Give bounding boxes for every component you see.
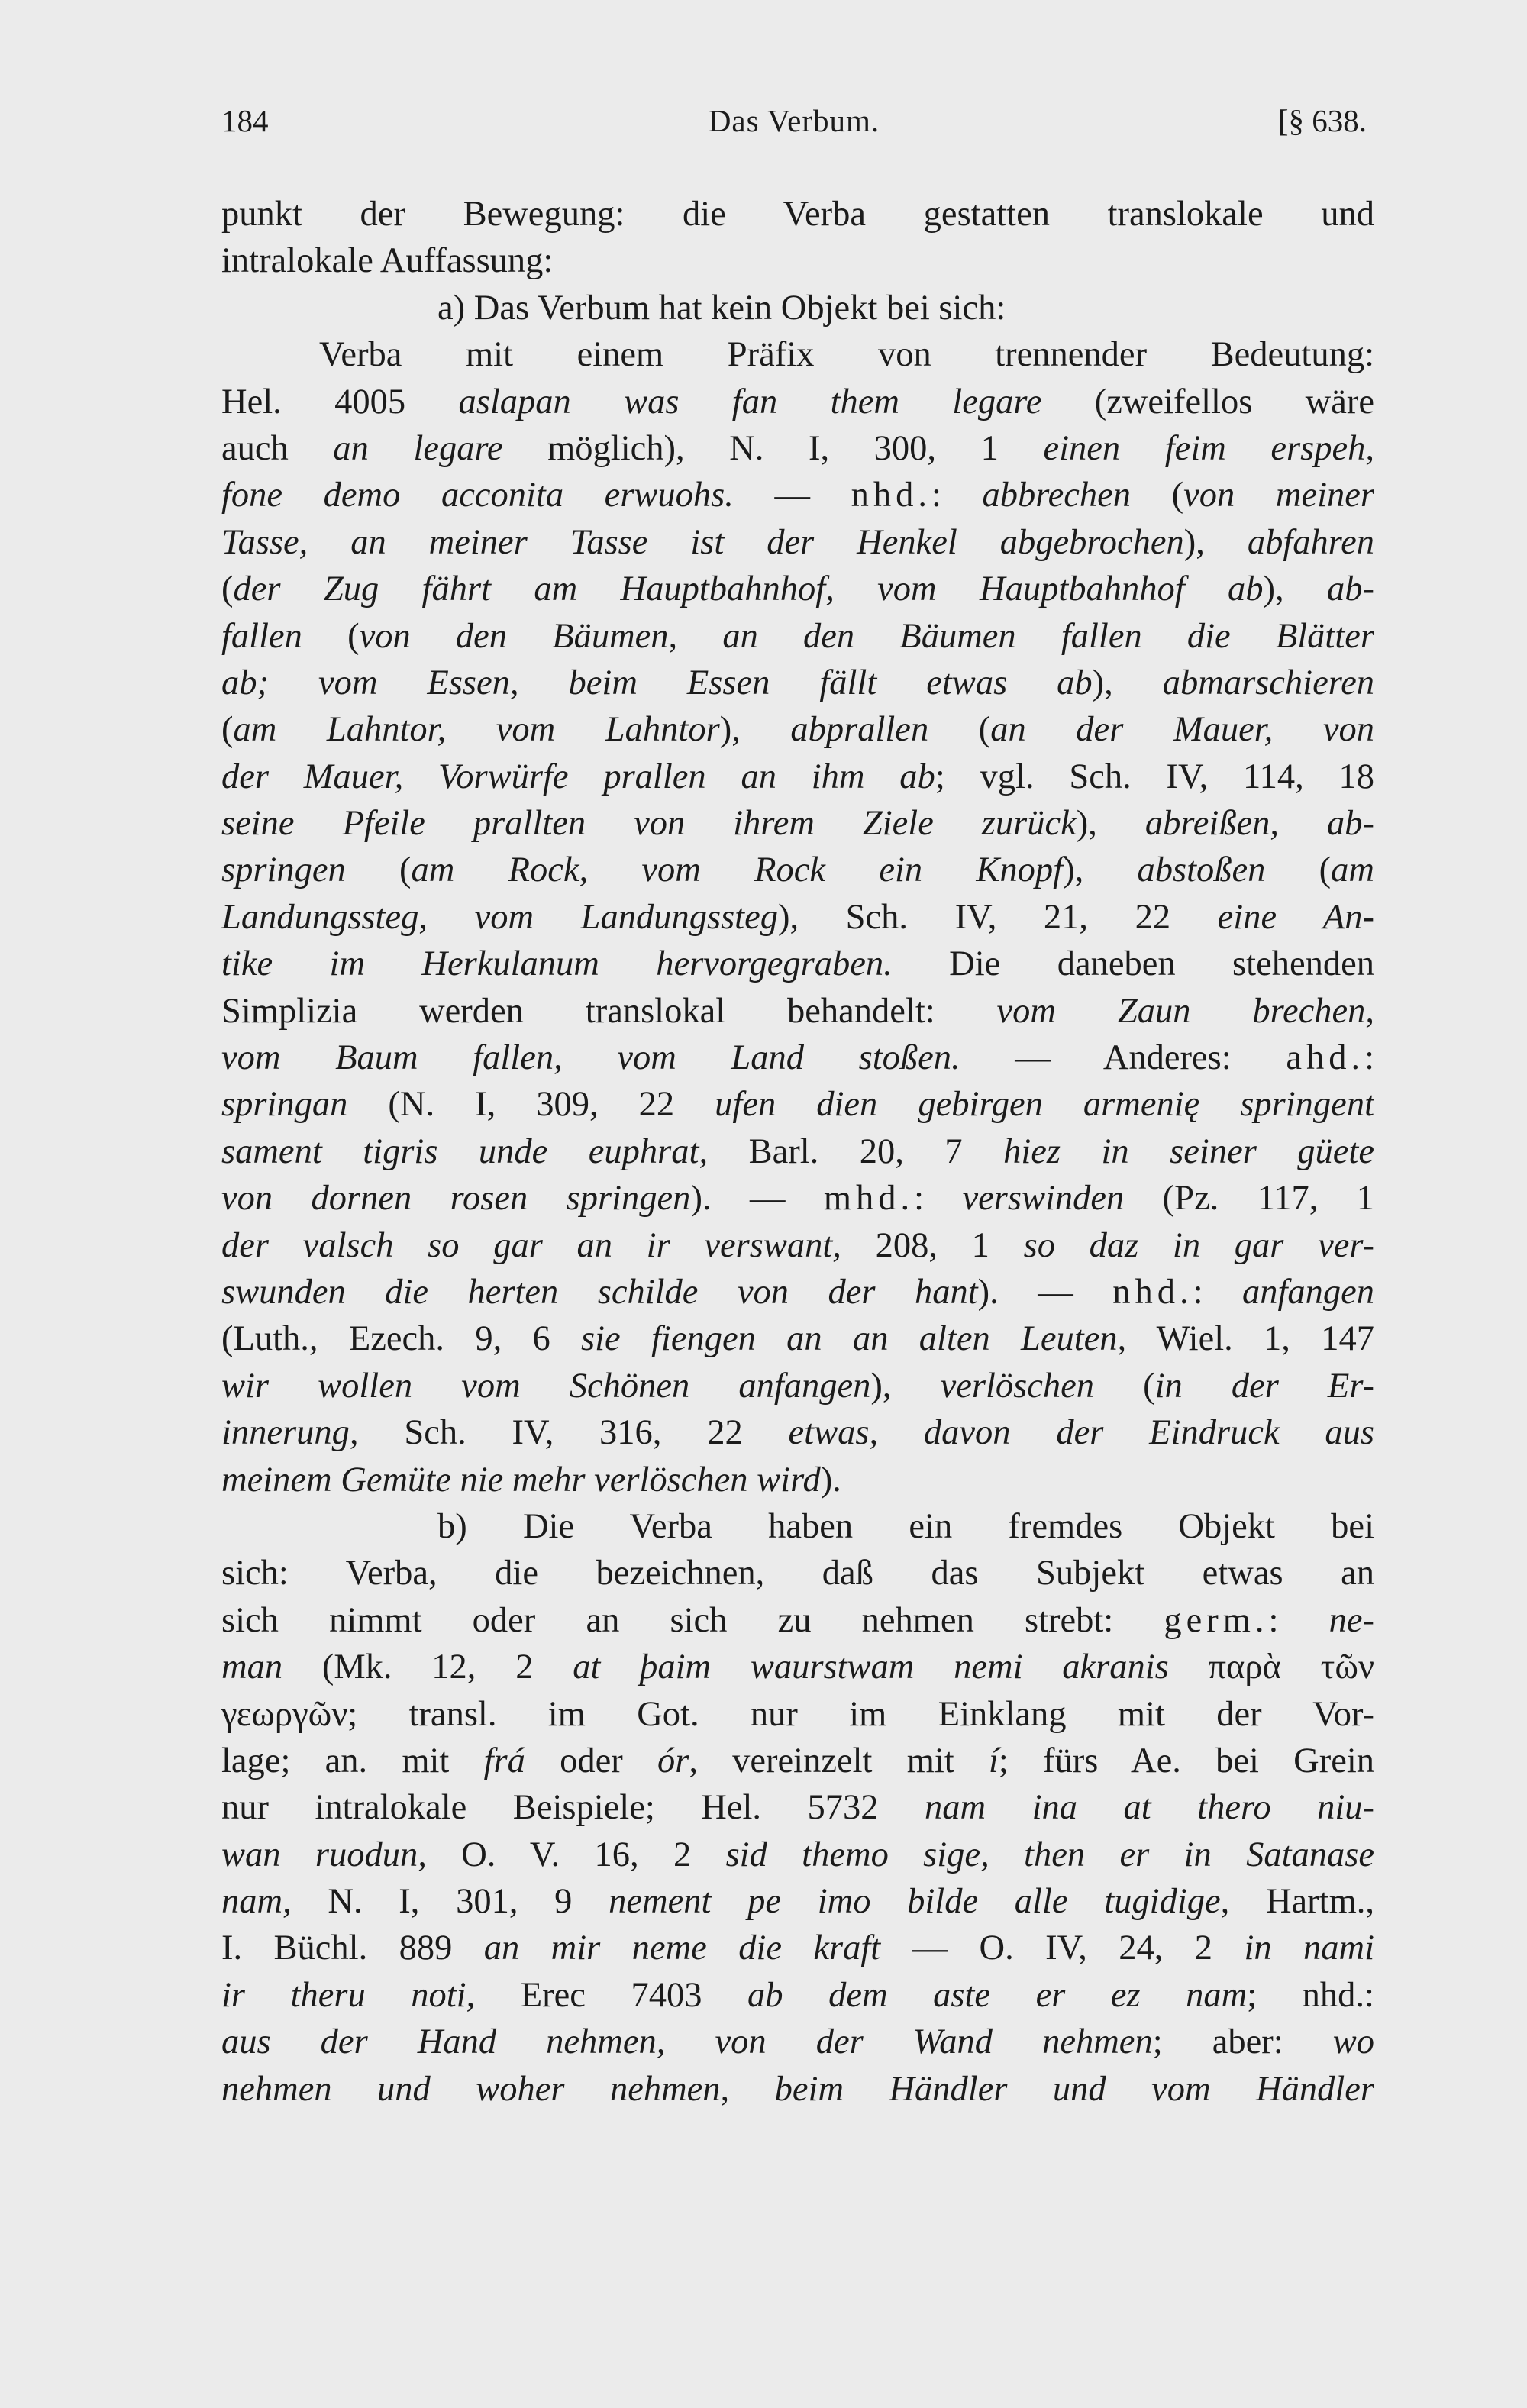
text-line [221, 1503, 1374, 1550]
section-number: [§ 638. [1277, 103, 1367, 138]
text-segment: Verba mit einem Präfix von trennender Bedeutung: [319, 335, 1374, 375]
text-segment: 208, 1 [841, 1225, 1024, 1265]
text-segment: Simplizia werden translokal behandelt: [221, 991, 997, 1031]
italic-segment: ab; vom Essen, beim Essen fällt etwas ab [221, 663, 1093, 702]
italic-segment: abbrechen [982, 476, 1132, 515]
text-line [221, 847, 1374, 893]
italic-segment: Tasse, an meiner Tasse ist der Henkel abgebrochen [221, 522, 1184, 562]
text-line [221, 1222, 1374, 1269]
text-segment: ; nhd.: [1247, 1975, 1374, 2015]
text-line [221, 191, 1374, 237]
italic-segment: an legare [333, 428, 503, 468]
chapter-title: Das Verbum. [708, 103, 880, 138]
text-line [221, 613, 1374, 660]
text-segment: — O. IV, 24, 2 [880, 1929, 1245, 1968]
italic-segment: an der Mauer, von [990, 710, 1374, 750]
text-segment: b) Die Verba haben ein fremdes Objekt bei [437, 1506, 1374, 1546]
italic-segment: abfahren [1247, 522, 1374, 562]
italic-segment: tike im Herkulanum hervorgegraben. [221, 944, 893, 984]
italic-segment: der Mauer, Vorwürfe prallen an ihm ab [221, 757, 935, 796]
text-line [221, 331, 1374, 378]
italic-segment: an mir neme die kraft [483, 1929, 881, 1968]
text-line [221, 2019, 1374, 2065]
text-line [221, 660, 1374, 706]
italic-segment: hiez in seiner güete [1003, 1131, 1374, 1171]
italic-segment: einen feim erspeh, [1043, 428, 1374, 468]
italic-segment: ab- [1327, 570, 1374, 609]
text-line [221, 941, 1374, 987]
italic-segment: eine An- [1217, 897, 1374, 937]
italic-segment: ab dem aste er ez nam [747, 1975, 1248, 2015]
text-line [221, 1644, 1374, 1690]
italic-segment: abreißen, ab- [1144, 804, 1374, 844]
italic-segment: springen [221, 851, 346, 890]
italic-segment: seine Pfeile prallten von ihrem Ziele zurück [221, 804, 1077, 844]
italic-segment: vom Zaun brechen, [996, 991, 1374, 1031]
text-line [221, 1691, 1374, 1738]
text-segment: (Mk. 12, 2 [282, 1648, 573, 1687]
text-segment: Hartm., [1229, 1882, 1374, 1922]
text-segment: lage; an. mit [221, 1741, 484, 1780]
text-segment: ( [1094, 1366, 1155, 1406]
italic-segment: verlöschen [940, 1366, 1095, 1406]
text-line [221, 472, 1374, 518]
text-line [221, 1784, 1374, 1831]
text-line [221, 754, 1374, 800]
text-line [221, 285, 1374, 331]
text-segment: ( [302, 616, 360, 656]
text-line [221, 519, 1374, 566]
italic-segment: frá [483, 1741, 525, 1780]
text-segment: (Luth., Ezech. 9, 6 [221, 1319, 582, 1359]
text-segment: ( [345, 851, 412, 890]
text-segment: : [1268, 1600, 1329, 1640]
text-segment: ( [1265, 851, 1332, 890]
italic-segment: ir theru noti, [221, 1975, 476, 2015]
running-head [221, 98, 1367, 144]
text-line [221, 1597, 1374, 1644]
italic-segment: meinem Gemüte nie mehr verlöschen wird [221, 1460, 821, 1499]
text-segment: oder [525, 1741, 657, 1780]
text-line [221, 1878, 1374, 1925]
text-segment: — [733, 476, 851, 515]
italic-segment: ne- [1328, 1600, 1374, 1640]
text-line [221, 1035, 1374, 1081]
text-segment: — Anderes: [960, 1038, 1286, 1078]
italic-segment: von den Bäumen, an den Bäumen fallen die Blätter [359, 616, 1374, 656]
italic-segment: nam, [221, 1882, 292, 1922]
italic-segment: abprallen [790, 710, 929, 750]
italic-segment: verswinden [962, 1179, 1125, 1219]
text-segment: intralokale Auffassung: [221, 241, 554, 281]
text-segment: nur intralokale Beispiele; Hel. 5732 [221, 1788, 925, 1828]
text-line [221, 800, 1374, 847]
italic-segment: ór [657, 1741, 689, 1780]
italic-segment: at þaim waurstwam nemi akranis [573, 1648, 1169, 1687]
text-segment: ; aber: [1152, 2022, 1333, 2062]
text-segment: Barl. 20, 7 [708, 1131, 1004, 1171]
text-line [221, 379, 1374, 425]
italic-segment: am [1331, 851, 1374, 890]
text-segment: : [914, 1179, 963, 1219]
italic-segment: der Zug fährt am Hauptbahnhof, vom Hauptbahnhof ab [233, 570, 1264, 609]
italic-segment: abstoßen [1137, 851, 1266, 890]
text-line [221, 1081, 1374, 1128]
text-segment: ), [1076, 804, 1145, 844]
text-segment: ), [1092, 663, 1163, 702]
italic-segment: am Lahntor, vom Lahntor [233, 710, 720, 750]
text-segment: : [1364, 1038, 1374, 1078]
italic-segment: anfangen [1241, 1272, 1374, 1312]
page-number: 184 [221, 103, 269, 138]
text-segment: ), [1263, 570, 1327, 609]
italic-segment: in nami [1244, 1929, 1374, 1968]
text-line [221, 1457, 1374, 1503]
text-segment: ( [221, 710, 234, 750]
italic-segment: í [988, 1741, 999, 1780]
text-line [221, 1409, 1374, 1456]
text-line [221, 1128, 1374, 1175]
text-segment: παρὰ τῶν [1168, 1648, 1374, 1687]
italic-segment: wir wollen vom Schönen anfangen [221, 1366, 871, 1406]
text-line [221, 1550, 1374, 1596]
text-segment: ), Sch. IV, 21, 22 [777, 897, 1218, 937]
text-line [221, 1269, 1374, 1315]
text-line [221, 1925, 1374, 1971]
body-text [221, 191, 1374, 2113]
italic-segment: ufen dien gebirgen armenię springent [715, 1085, 1374, 1125]
text-line [221, 566, 1374, 612]
text-segment: punkt der Bewegung: die Verba gestatten translokale und [221, 195, 1374, 234]
text-line [221, 1363, 1374, 1409]
italic-segment: sament tigris unde euphrat, [221, 1131, 709, 1171]
italic-segment: von dornen rosen springen [221, 1179, 691, 1219]
text-line [221, 894, 1374, 941]
text-line [221, 988, 1374, 1035]
text-segment: ahd. [1286, 1038, 1365, 1078]
italic-segment: der valsch so gar an ir verswant, [221, 1225, 841, 1265]
text-segment: Wiel. 1, 147 [1126, 1319, 1374, 1359]
italic-segment: innerung, [221, 1413, 359, 1453]
text-segment: ; fürs Ae. bei Grein [998, 1741, 1374, 1780]
italic-segment: aus der Hand nehmen, von der Wand nehmen [221, 2022, 1153, 2062]
text-line [221, 425, 1374, 472]
italic-segment: abmarschieren [1162, 663, 1374, 702]
text-line [221, 1972, 1374, 2019]
text-segment: : [1193, 1272, 1242, 1312]
text-segment: (zweifellos wäre [1041, 382, 1374, 421]
text-segment: ), [870, 1366, 941, 1406]
text-segment: ). [820, 1460, 841, 1499]
text-segment: (N. I, 309, 22 [347, 1085, 715, 1125]
text-segment: O. V. 16, 2 [426, 1835, 726, 1874]
text-segment: sich nimmt oder an sich zu nehmen strebt: [221, 1600, 1164, 1640]
italic-segment: springan [221, 1085, 348, 1125]
italic-segment: nam ina at thero niu- [925, 1788, 1374, 1828]
italic-segment: fallen [221, 616, 302, 656]
text-segment: Die daneben stehenden [892, 944, 1374, 984]
text-segment: , vereinzelt mit [689, 1741, 989, 1780]
text-segment: ( [1131, 476, 1184, 515]
italic-segment: etwas, davon der Eindruck aus [788, 1413, 1374, 1453]
text-line [221, 1175, 1374, 1222]
text-segment: nhd. [1112, 1272, 1193, 1312]
italic-segment: aslapan was fan them legare [458, 382, 1042, 421]
italic-segment: sid themo sige, then er in Satanase [725, 1835, 1374, 1874]
text-line [221, 1315, 1374, 1362]
text-segment: I. Büchl. 889 [221, 1929, 484, 1968]
text-line [221, 706, 1374, 753]
text-segment: : [931, 476, 983, 515]
text-line [221, 1738, 1374, 1784]
text-segment: Erec 7403 [475, 1975, 748, 2015]
italic-segment: vom Baum fallen, vom Land stoßen. [221, 1038, 960, 1078]
italic-segment: Landungssteg, vom Landungssteg [221, 897, 778, 937]
text-segment: mhd. [823, 1179, 915, 1219]
italic-segment: von meiner [1183, 476, 1374, 515]
text-segment: Hel. 4005 [221, 382, 459, 421]
text-segment: möglich), N. I, 300, 1 [502, 428, 1044, 468]
italic-segment: so daz in gar ver- [1023, 1225, 1374, 1265]
text-segment: ). — [690, 1179, 824, 1219]
text-segment: ). — [977, 1272, 1113, 1312]
text-segment: a) Das Verbum hat kein Objekt bei sich: [437, 288, 1006, 328]
text-segment: ; vgl. Sch. IV, 114, 18 [935, 757, 1374, 796]
text-segment: nhd. [851, 476, 931, 515]
italic-segment: in der Er- [1154, 1366, 1374, 1406]
italic-segment: fone demo acconita erwuohs. [221, 476, 734, 515]
italic-segment: am Rock, vom Rock ein Knopf [411, 851, 1064, 890]
italic-segment: man [221, 1648, 283, 1687]
text-segment: ( [221, 570, 234, 609]
text-segment: N. I, 301, 9 [291, 1882, 609, 1922]
text-line [221, 1832, 1374, 1878]
italic-segment: swunden die herten schilde von der hant [221, 1272, 978, 1312]
italic-segment: nement pe imo bilde alle tugidige, [609, 1882, 1230, 1922]
text-line [221, 237, 1374, 284]
text-segment: auch [221, 428, 334, 468]
text-segment: sich: Verba, die bezeichnen, daß das Subjekt etwas an [221, 1554, 1374, 1593]
text-segment: γεωργῶν; transl. im Got. nur im Einklang mit der Vor- [221, 1694, 1374, 1734]
text-segment: ( [928, 710, 991, 750]
text-segment: Sch. IV, 316, 22 [358, 1413, 789, 1453]
italic-segment: wan ruodun, [221, 1835, 427, 1874]
text-segment: ), [1183, 522, 1248, 562]
text-segment: germ. [1164, 1600, 1269, 1640]
italic-segment: nehmen und woher nehmen, beim Händler und vom Händler [221, 2069, 1374, 2109]
italic-segment: sie fiengen an an alten Leuten, [581, 1319, 1127, 1359]
text-segment: ), [1063, 851, 1138, 890]
text-line [221, 2066, 1374, 2113]
text-segment: (Pz. 117, 1 [1124, 1179, 1374, 1219]
text-segment: ), [719, 710, 791, 750]
italic-segment: wo [1332, 2022, 1374, 2062]
